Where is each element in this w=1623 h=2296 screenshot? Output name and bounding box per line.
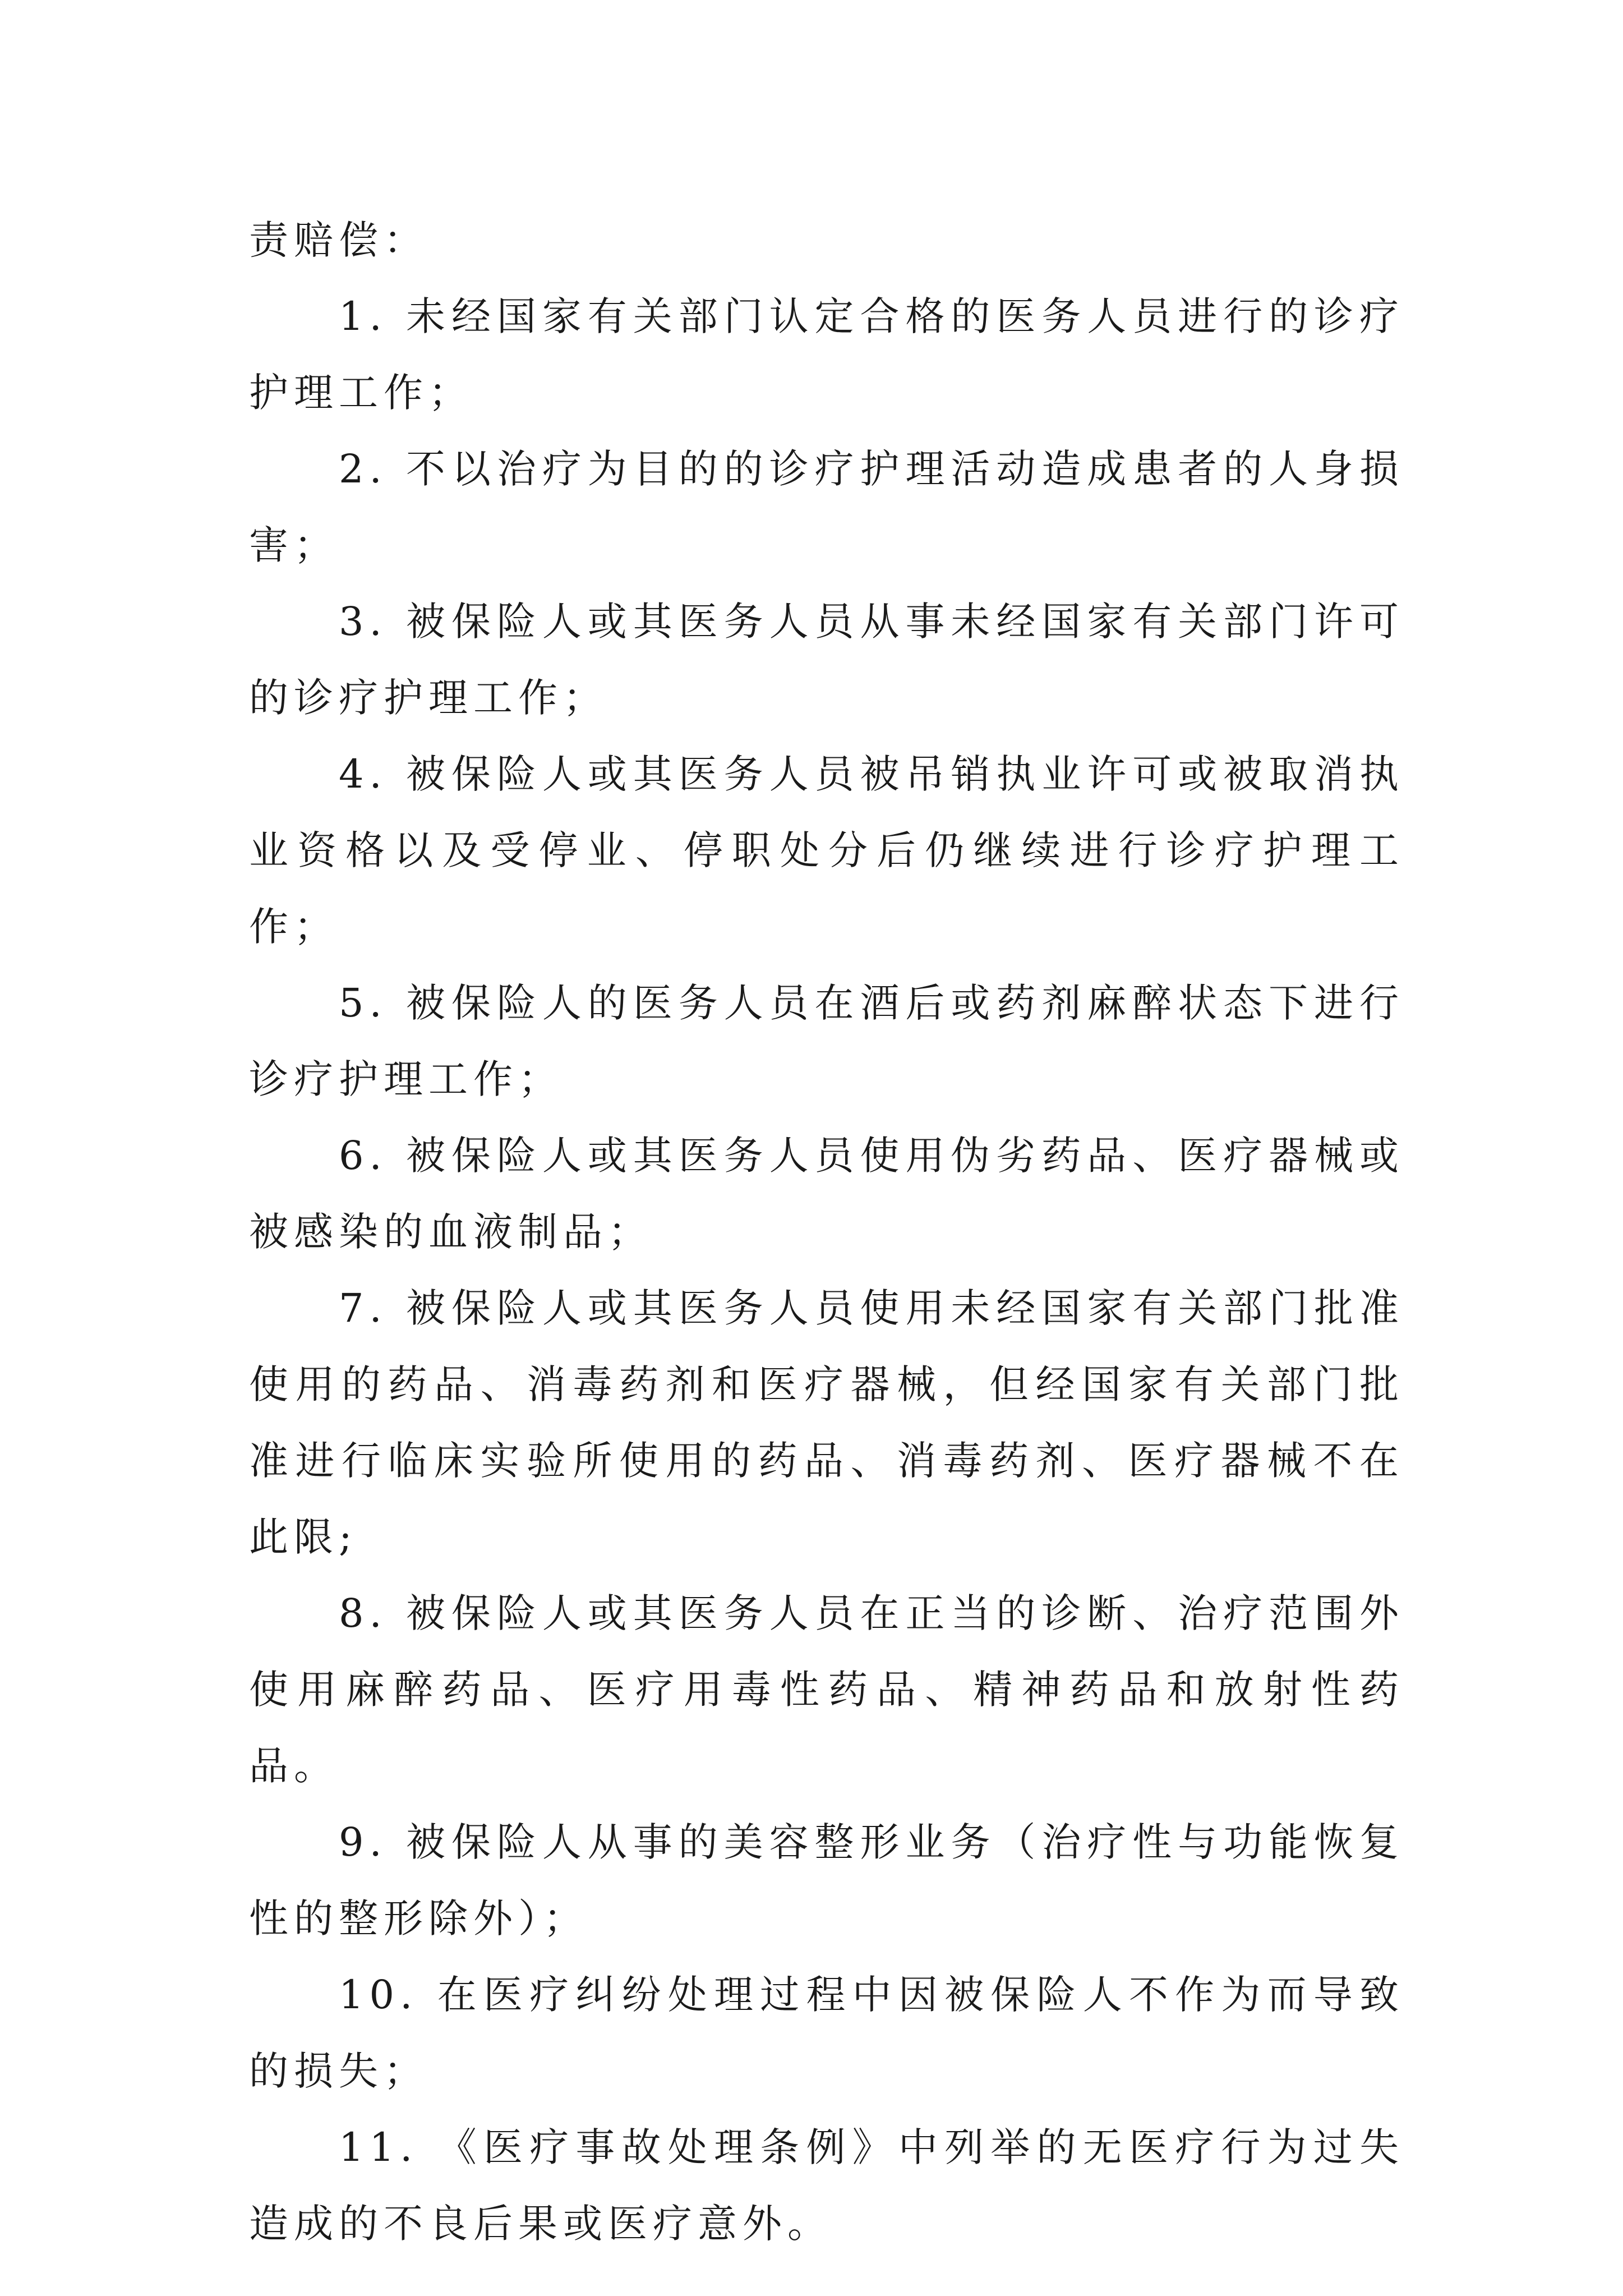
- exclusion-item-5: 5. 被保险人的医务人员在酒后或药剂麻醉状态下进行诊疗护理工作；: [249, 980, 1404, 1102]
- document-page: [249, 202, 1404, 2262]
- exclusion-item-7: 7. 被保险人或其医务人员使用未经国家有关部门批准使用的药品、消毒药剂和医疗器械，但经国家有关部门批准进行临床实验所使用的药品、消毒药剂、医疗器械不在此限;: [249, 1285, 1404, 1560]
- exclusion-item-3: 3. 被保险人或其医务人员从事未经国家有关部门许可的诊疗护理工作；: [249, 599, 1404, 721]
- exclusion-item-1: 1. 未经国家有关部门认定合格的医务人员进行的诊疗护理工作；: [249, 293, 1404, 416]
- exclusion-item-2: 2. 不以治疗为目的的诊疗护理活动造成患者的人身损害；: [249, 446, 1404, 568]
- exclusion-item-9: 9. 被保险人从事的美容整形业务（治疗性与功能恢复性的整形除外）；: [249, 1819, 1404, 1941]
- exclusion-item-11: 11. 《医疗事故处理条例》中列举的无医疗行为过失造成的不良后果或医疗意外。: [249, 2124, 1404, 2247]
- exclusion-item-10: 10. 在医疗纠纷处理过程中因被保险人不作为而导致的损失；: [249, 1972, 1404, 2094]
- exclusion-item-8: 8. 被保险人或其医务人员在正当的诊断、治疗范围外使用麻醉药品、医疗用毒性药品、精神药品和放射性药品。: [249, 1590, 1404, 1789]
- exclusion-item-4: 4. 被保险人或其医务人员被吊销执业许可或被取消执业资格以及受停业、停职处分后仍继续进行诊疗护理工作；: [249, 751, 1404, 950]
- lead-text: 责赔偿：: [249, 217, 428, 263]
- exclusion-item-6: 6. 被保险人或其医务人员使用伪劣药品、医疗器械或被感染的血液制品；: [249, 1133, 1404, 1255]
